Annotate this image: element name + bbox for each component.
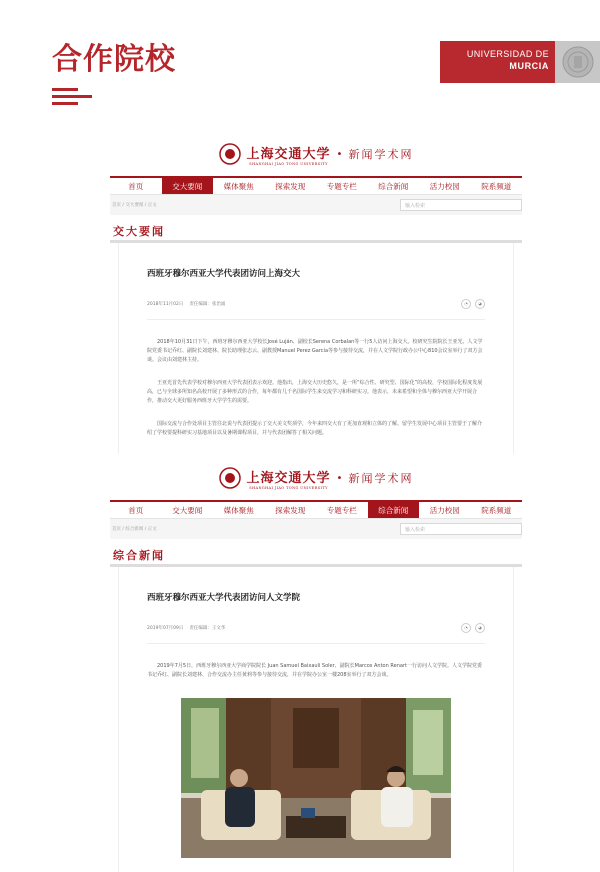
section-title: 交大要闻 <box>110 215 522 243</box>
nav-home[interactable]: 首页 <box>128 182 144 191</box>
news-screenshot-1 <box>110 132 522 454</box>
news-screenshot-2 <box>110 456 522 872</box>
nav-general-news[interactable]: 综合新闻 <box>378 182 409 191</box>
page-title: 合作院校 <box>52 42 176 77</box>
nav-media[interactable]: 媒体聚焦 <box>223 506 254 515</box>
article-paragraph: 王亚光首先代表学校对穆尔西亚大学代表团表示欢迎。他指出，上海交大历史悠久，是一所“综合性、研究型、国际化”的高校，学校国际化程度发展高，已与全球多所知名高校开展了多种形式的合作，每年都有几千名国际学生来交流学习和科研实习。他表示，未来希望和全体与穆尔西亚大学开展合作，推动交大更好服务西班牙大学学生的需要。 <box>147 380 483 404</box>
seal-icon <box>555 41 600 83</box>
search-input[interactable]: 输入检索 <box>400 523 522 535</box>
nav-campus[interactable]: 活力校园 <box>429 182 460 191</box>
universidad-de-murcia-logo <box>440 41 600 83</box>
article-editor: 责任编辑：王文华 <box>189 626 226 631</box>
network-name: 新闻学术网 <box>348 472 414 485</box>
article-editor: 责任编辑：张治涌 <box>189 302 226 307</box>
university-name-en: SHANGHAI JIAO TONG UNIVERSITY <box>249 485 328 490</box>
nav-departments[interactable]: 院系频道 <box>481 506 512 515</box>
university-name: 上海交通大学 <box>246 470 331 486</box>
nav-departments[interactable]: 院系频道 <box>481 182 512 191</box>
title-decoration <box>52 88 94 109</box>
article-paragraph: 2019年7月5日，西班牙穆尔西亚大学商学院院长 Juan Samuel Baixauli Soler、副院长Marcos Anton Renart一行访问人文学院。人文学院党委书记乔红、副院长刘建林、合作交流办主任黄莉等参与接待交流，并在学院办公室一楼208室举行了双方会谈。 <box>147 663 482 678</box>
university-name: 上海交通大学 <box>246 146 331 162</box>
site-header: 上海交通大学 SHANGHAI JIAO TONG UNIVERSITY • 新闻学术网 <box>110 456 522 500</box>
nav-media[interactable]: 媒体聚焦 <box>223 182 254 191</box>
university-name-en: SHANGHAI JIAO TONG UNIVERSITY <box>249 161 328 166</box>
site-header: 上海交通大学 SHANGHAI JIAO TONG UNIVERSITY • 新闻学术网 <box>110 132 522 176</box>
article-card <box>118 243 514 454</box>
nav-sjtu-news[interactable]: 交大要闻 <box>162 178 214 194</box>
sjtu-emblem-icon <box>219 467 241 489</box>
article-paragraph: 国际交流与合作处项目主管往北说与代表团提示了交大美文奖项学，今年来四交大有了更加直观和立体的了解。留学生发展中心项目主管要于了解介绍了学校要提科研实习基地项目以及暑期课程项目，并与代表团解答了相关问题。 <box>147 421 483 436</box>
article-date: 2018年11月02日 <box>147 302 184 307</box>
article-date: 2019年07月09日 <box>147 626 184 631</box>
meeting-photo-illustration <box>181 698 451 858</box>
wechat-share-icon[interactable]: ◔ <box>461 299 471 309</box>
nav-bar <box>110 500 522 519</box>
article-paragraph: 2018年10月31日下午，西班牙穆尔西亚大学校长José Luján、副校长Serena Corbalan等一行5人访问上海交大。校研究生院院长王亚光、人文学院党委书记乔红、副院长刘建林、院长助理张志云、副教授Manuel Perez García等参与接待交流，并在人文学院行政办公中心810会议室举行了双方会谈。会议由刘建林主持。 <box>147 339 483 363</box>
article-title: 西班牙穆尔西亚大学代表团访问人文学院 <box>147 593 301 603</box>
article-title: 西班牙穆尔西亚大学代表团访问上海交大 <box>147 269 301 279</box>
wechat-share-icon[interactable]: ◔ <box>461 623 471 633</box>
section-title: 综合新闻 <box>110 539 522 567</box>
meeting-photo <box>181 698 451 858</box>
nav-discovery[interactable]: 探索发现 <box>275 506 306 515</box>
nav-special[interactable]: 专题专栏 <box>326 506 357 515</box>
weibo-share-icon[interactable]: ◕ <box>475 299 485 309</box>
logo-line2: MURCIA <box>509 61 549 71</box>
weibo-share-icon[interactable]: ◕ <box>475 623 485 633</box>
nav-campus[interactable]: 活力校园 <box>429 506 460 515</box>
nav-sjtu-news[interactable]: 交大要闻 <box>172 506 203 515</box>
search-input[interactable]: 输入检索 <box>400 199 522 211</box>
article-card <box>118 567 514 872</box>
breadcrumb[interactable]: 首页 / 交大要闻 / 正文 <box>112 203 157 208</box>
nav-special[interactable]: 专题专栏 <box>326 182 357 191</box>
network-name: 新闻学术网 <box>348 148 414 161</box>
nav-bar <box>110 176 522 195</box>
nav-home[interactable]: 首页 <box>128 506 144 515</box>
nav-general-news[interactable]: 综合新闻 <box>368 502 420 518</box>
nav-discovery[interactable]: 探索发现 <box>275 182 306 191</box>
breadcrumb[interactable]: 首页 / 综合新闻 / 正文 <box>112 527 157 532</box>
logo-line1: UNIVERSIDAD DE <box>466 49 549 59</box>
sjtu-emblem-icon <box>219 143 241 165</box>
